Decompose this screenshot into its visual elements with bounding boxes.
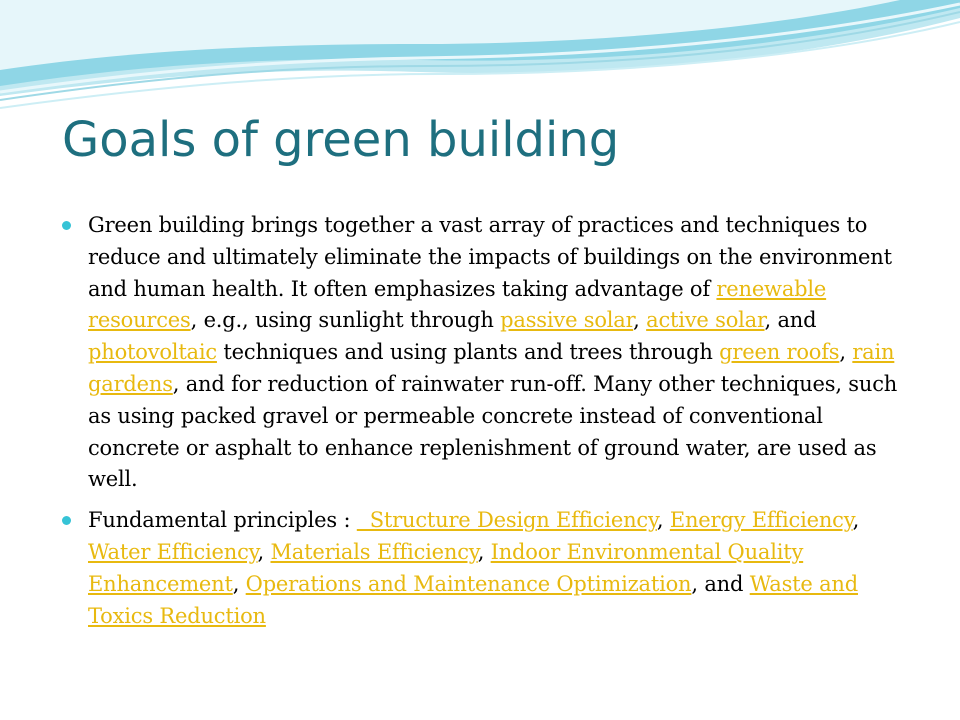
text-segment: techniques and using plants and trees through (216, 340, 720, 365)
bullet-dot-icon (62, 516, 71, 525)
link-passive-solar[interactable]: passive solar (500, 308, 634, 333)
link-energy-efficiency[interactable]: Energy Efficiency (669, 508, 853, 533)
text-segment: , (232, 571, 246, 596)
text-segment: , (852, 508, 860, 533)
link-waste-toxics-reduction[interactable]: Waste and Toxics Reduction (88, 571, 858, 628)
bullet-dot-icon (62, 221, 71, 230)
link-active-solar[interactable]: active solar (646, 308, 765, 333)
text-segment: , (633, 308, 647, 333)
text-segment: , e.g., using sunlight through (190, 308, 501, 333)
link-indoor-environmental-quality[interactable]: Indoor Environmental Quality Enhancement (88, 539, 804, 596)
text-segment: Fundamental principles : (88, 508, 357, 533)
text-segment: , and (691, 571, 750, 596)
link-renewable-resources[interactable]: renewable resources (88, 276, 827, 333)
text-segment: , (257, 539, 271, 564)
slide-content (62, 210, 912, 641)
link-water-efficiency[interactable]: Water Efficiency (88, 539, 258, 564)
link-structure-design-efficiency[interactable]: Structure Design Efficiency (356, 508, 657, 533)
bullet-fundamental-principles (62, 505, 912, 632)
bullet-green-building-description (62, 210, 912, 496)
slide-title: Goals of green building (62, 112, 620, 168)
text-segment: , (839, 340, 853, 365)
link-green-roofs[interactable]: green roofs (719, 340, 840, 365)
link-materials-efficiency[interactable]: Materials Efficiency (270, 539, 478, 564)
text-segment: , and (764, 308, 817, 333)
link-operations-maintenance[interactable]: Operations and Maintenance Optimization (245, 571, 692, 596)
link-photovoltaic[interactable]: photovoltaic (88, 340, 217, 365)
header-wave-decoration (0, 0, 960, 120)
text-segment: , (477, 539, 491, 564)
text-segment: , (656, 508, 670, 533)
link-rain-gardens[interactable]: rain gardens (88, 340, 895, 396)
text-segment: , and for reduction of rainwater run-off. Many other techniques, such as using packed gravel or permeable concrete instead of conventional concrete or asphalt to enhance replenishment of ground water, are used as well. (88, 371, 898, 492)
text-segment: Green building brings together a vast array of practices and techniques to reduce and ultimately eliminate the impacts of buildings on the environment and human health. It often emphasizes taking advantage of (88, 213, 892, 301)
